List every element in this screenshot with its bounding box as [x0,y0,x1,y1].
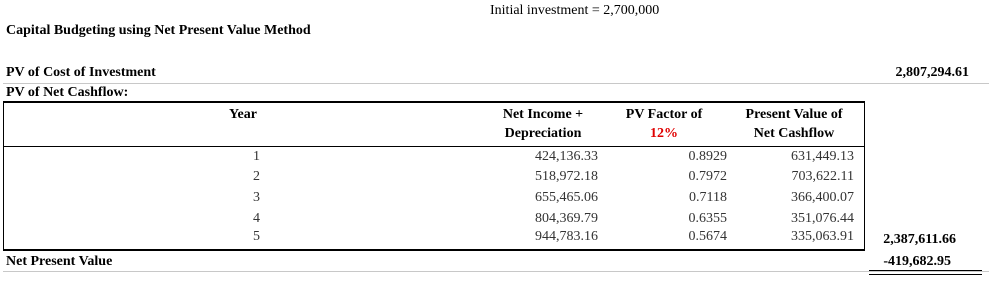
table-right-border [864,101,865,251]
npv-label: Net Present Value [6,254,113,269]
cell-present-value: 631,449.13 [791,149,854,164]
cell-present-value: 335,063.91 [791,229,854,244]
initial-investment-note: Initial investment = 2,700,000 [490,3,660,18]
cell-pv-factor: 0.5674 [688,229,727,244]
header-pv-factor-rate: 12% [650,126,678,141]
cell-year: 5 [253,229,260,244]
cell-year: 3 [253,190,260,205]
cell-pv-factor: 0.7118 [689,190,727,205]
cell-present-value: 703,622.11 [791,169,854,184]
cell-net-income: 424,136.33 [535,149,598,164]
header-bottom-rule [3,146,865,147]
cell-net-income: 518,972.18 [535,169,598,184]
table-bottom-rule [3,249,865,251]
npv-double-underline [869,274,982,275]
row-separator [3,83,989,84]
table-left-border [3,101,4,251]
cell-net-income: 655,465.06 [535,190,598,205]
header-year: Year [229,107,257,122]
header-net-income-line1: Net Income + [502,107,584,122]
cell-pv-factor: 0.6355 [688,211,727,226]
cell-net-income: 944,783.16 [535,229,598,244]
cell-pv-factor: 0.8929 [688,149,727,164]
header-present-value-line2: Net Cashflow [753,126,835,141]
page-title: Capital Budgeting using Net Present Value Method [6,23,311,38]
total-pv-net-cashflow: 2,387,611.66 [883,232,956,247]
cell-year: 1 [253,149,260,164]
pv-cost-value: 2,807,294.61 [895,65,969,80]
cell-pv-factor: 0.7972 [688,169,727,184]
cell-year: 4 [253,211,260,226]
header-present-value-line1: Present Value of [745,107,843,122]
cell-year: 2 [253,169,260,184]
cell-present-value: 366,400.07 [791,190,854,205]
header-pv-factor-line1: PV Factor of [625,107,703,122]
pv-net-cashflow-label: PV of Net Cashflow: [6,85,129,100]
table-top-rule [3,101,865,103]
cell-net-income: 804,369.79 [535,211,598,226]
npv-value: -419,682.95 [883,254,951,269]
pv-cost-label: PV of Cost of Investment [6,65,156,80]
cell-present-value: 351,076.44 [791,211,854,226]
header-net-income-line2: Depreciation [504,126,582,141]
row-separator [3,271,989,272]
